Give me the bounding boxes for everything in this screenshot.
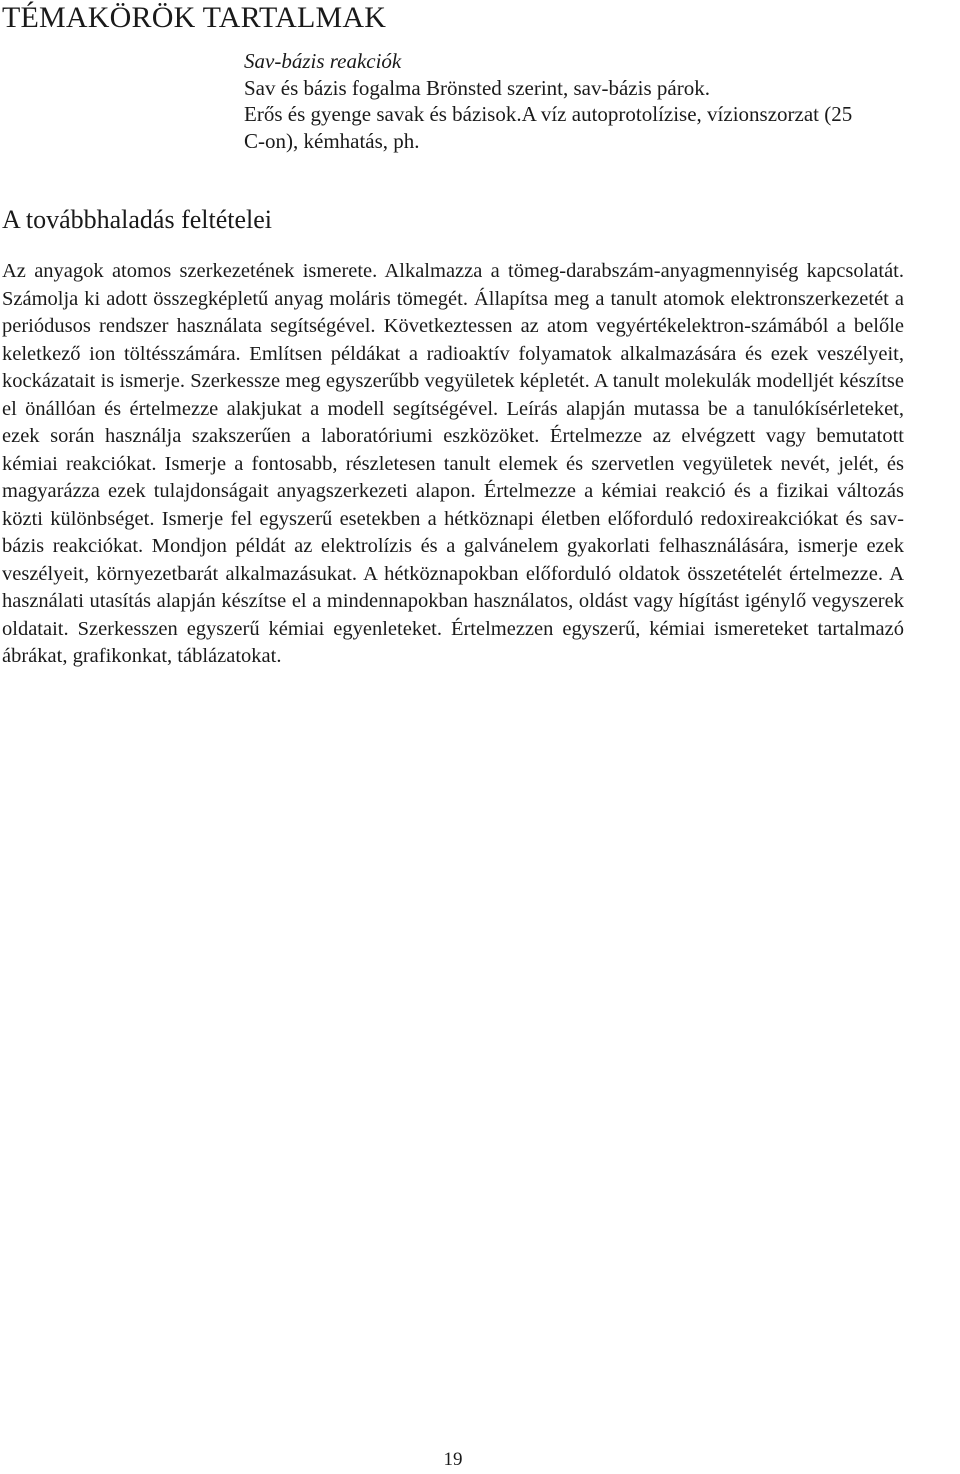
topic-line: Sav és bázis fogalma Brönsted szerint, sav-bázis párok. bbox=[244, 75, 710, 100]
topic-heading: Sav-bázis reakciók bbox=[244, 49, 402, 73]
section-heading: A továbbhaladás feltételei bbox=[2, 205, 273, 234]
topic-line: Erős és gyenge savak és bázisok.A víz autoprotolízise, vízionszorzat (25 bbox=[244, 102, 853, 126]
page-number: 19 bbox=[443, 1449, 463, 1470]
topic-line: C-on), kémhatás, ph. bbox=[244, 128, 420, 153]
requirements-paragraph: Az anyagok atomos szerkezetének ismerete. Alkalmazza a tömeg-darabszám-anyagmennyiség kapcsolatát. Számolja ki adott összegképletű anyag moláris tömegét. Állapítsa meg a tanult atomok elektronszerkezetét a periódusos rendszer használata segítségével. Következtessen az atom vegyértékelektron-számából a belőle keletkező ion töltésszámára. Említsen példákat a radioaktív folyamatok alkalmazására és ezek veszélyeit, kockázatait is ismerje. Szerkessze meg egyszerűbb vegyületek képletét. A tanult molekulák modelljét készítse el önállóan és értelmezze alakjukat a modell segítségével. Leírás alapján mutassa be a tanulókísérleteket, ezek során használja szakszerűen a laboratóriumi eszközöket. Értelmezze az elvégzett vagy bemutatott kémiai reakciókat. Ismerje a fontosabb, részletesen tanult elemek és szervetlen vegyületek nevét, jelét, és magyarázza ezek tulajdonságait anyagszerkezeti alapon. Értelmezze a kémiai reakció és a fizikai változás közti különbséget. Ismerje fel egyszerű esetekben a hétköznapi életben előforduló redoxireakciókat és sav-bázis reakciókat. Mondjon példát az elektrolízis és a galvánelem gyakorlati felhasználására, ismerje ezek veszélyeit, környezetbarát alkalmazásukat. A hétköznapokban előforduló oldatok összetételét értelmezze. A használati utasítás alapján készítse el a mindennapokban használatos, oldást vagy hígítást igénylő vegyszerek oldatait. Szerkesszen egyszerű kémiai egyenleteket. Értelmezzen egyszerű, kémiai ismereteket tartalmazó ábrákat, grafikonkat, táblázatokat. bbox=[2, 260, 904, 667]
page-title: TÉMAKÖRÖK TARTALMAK bbox=[2, 1, 387, 34]
topic-block bbox=[244, 48, 960, 154]
